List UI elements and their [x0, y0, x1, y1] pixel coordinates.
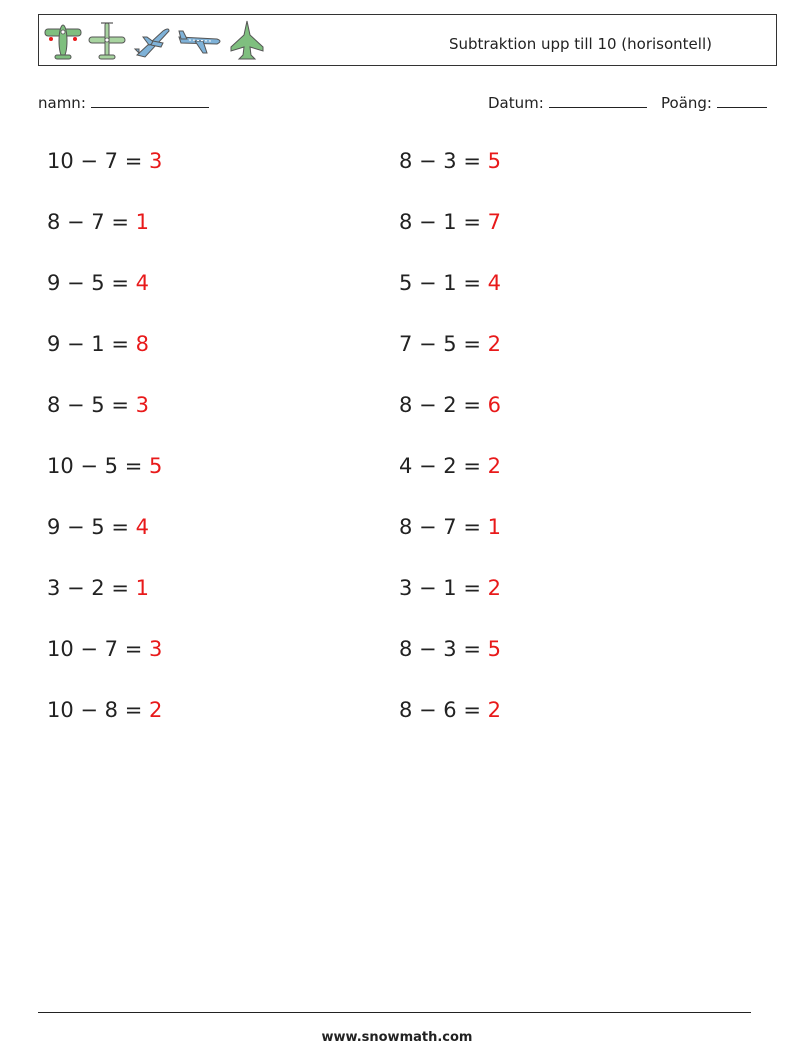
- problem: [47, 576, 149, 600]
- date-field: [488, 93, 647, 112]
- jet-icon: [133, 19, 173, 63]
- problem: [47, 271, 149, 295]
- name-field: [38, 93, 209, 112]
- problem: [47, 149, 162, 173]
- problem: [399, 271, 501, 295]
- problem-answer: 3: [149, 149, 163, 173]
- fighter-jet-icon: [227, 19, 267, 63]
- problem: [47, 637, 162, 661]
- problem-expression: 7 − 5 =: [399, 332, 481, 356]
- problem-expression: 8 − 7 =: [47, 210, 129, 234]
- problem-expression: 8 − 1 =: [399, 210, 481, 234]
- problem-answer: 1: [487, 515, 502, 539]
- problem-answer: 5: [487, 637, 502, 661]
- worksheet-title: Subtraktion upp till 10 (horisontell): [449, 35, 712, 53]
- problem-expression: 8 − 3 =: [399, 149, 481, 173]
- problem-answer: 2: [149, 698, 163, 722]
- problem: [399, 637, 501, 661]
- problem: [47, 698, 162, 722]
- propeller-plane-icon: [87, 19, 127, 63]
- problem-expression: 4 − 2 =: [399, 454, 481, 478]
- footer-url[interactable]: www.snowmath.com: [321, 1030, 473, 1045]
- problem: [47, 332, 149, 356]
- problem-expression: 8 − 3 =: [399, 637, 481, 661]
- problem-answer: 5: [487, 149, 502, 173]
- problem-answer: 2: [487, 576, 502, 600]
- airliner-icon: [177, 19, 223, 63]
- problem-answer: 8: [135, 332, 150, 356]
- problem: [399, 210, 501, 234]
- problem-answer: 5: [149, 454, 163, 478]
- problem: [47, 393, 149, 417]
- problem-answer: 7: [487, 210, 502, 234]
- problem: [47, 515, 149, 539]
- problem: [47, 210, 149, 234]
- problem-answer: 3: [135, 393, 150, 417]
- problem-expression: 5 − 1 =: [399, 271, 481, 295]
- problem: [399, 576, 501, 600]
- date-blank[interactable]: [549, 93, 647, 108]
- name-label: namn:: [38, 94, 86, 112]
- problem-answer: 1: [135, 576, 150, 600]
- problem-answer: 6: [487, 393, 502, 417]
- problem: [399, 454, 501, 478]
- problem: [399, 149, 501, 173]
- problem-expression: 8 − 7 =: [399, 515, 481, 539]
- problem-answer: 4: [135, 271, 150, 295]
- problem: [399, 698, 501, 722]
- problem-answer: 1: [135, 210, 150, 234]
- problem-expression: 9 − 1 =: [47, 332, 129, 356]
- problem-expression: 9 − 5 =: [47, 271, 129, 295]
- problem-expression: 3 − 1 =: [399, 576, 481, 600]
- problem: [399, 515, 501, 539]
- problem-expression: 3 − 2 =: [47, 576, 129, 600]
- problem-expression: 10 − 7 =: [47, 637, 143, 661]
- problem-expression: 8 − 6 =: [399, 698, 481, 722]
- problem-answer: 2: [487, 454, 502, 478]
- problem-answer: 2: [487, 698, 502, 722]
- problem-answer: 3: [149, 637, 163, 661]
- problem-expression: 9 − 5 =: [47, 515, 129, 539]
- problem-answer: 2: [487, 332, 502, 356]
- name-blank[interactable]: [91, 93, 209, 108]
- propeller-plane-icon: [43, 19, 83, 63]
- problem: [399, 332, 501, 356]
- problem: [47, 454, 162, 478]
- problem: [399, 393, 501, 417]
- score-label: Poäng:: [661, 94, 712, 112]
- score-blank[interactable]: [717, 93, 767, 108]
- footer-divider: [38, 1012, 751, 1013]
- date-label: Datum:: [488, 94, 544, 112]
- problem-expression: 10 − 8 =: [47, 698, 143, 722]
- problem-expression: 8 − 2 =: [399, 393, 481, 417]
- problem-expression: 10 − 7 =: [47, 149, 143, 173]
- problem-expression: 8 − 5 =: [47, 393, 129, 417]
- problem-expression: 10 − 5 =: [47, 454, 143, 478]
- header-box: [38, 14, 777, 66]
- score-field: [661, 93, 767, 112]
- problem-answer: 4: [135, 515, 150, 539]
- problem-answer: 4: [487, 271, 502, 295]
